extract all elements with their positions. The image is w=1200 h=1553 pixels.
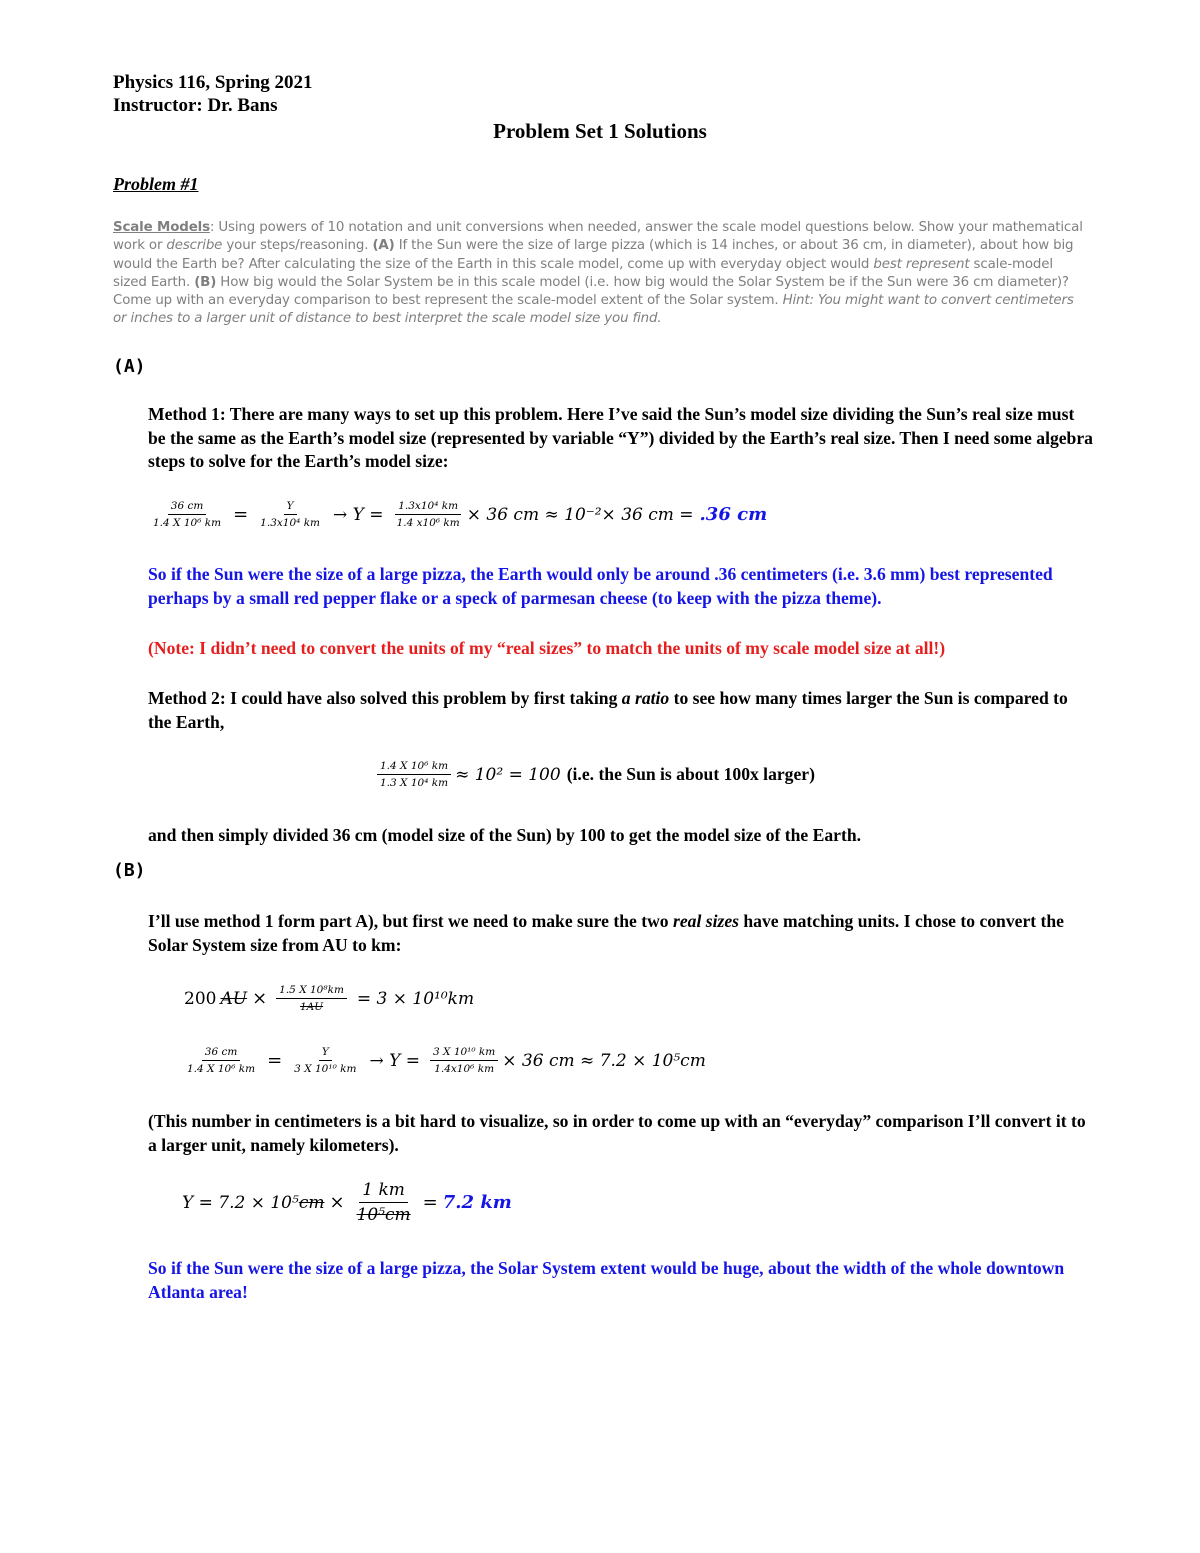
equation-text: → Y = (369, 1050, 420, 1071)
part-b-label: (B) (113, 860, 146, 881)
equation-3 (184, 984, 474, 1013)
fraction (377, 760, 451, 789)
denominator: 1.3x10⁴ km (260, 517, 321, 529)
equals-sign: = (422, 1192, 438, 1213)
method2-part: to see how many times larger the Sun is compared to the Earth, (148, 688, 1068, 732)
intro-part: I’ll use method 1 form part A), but first we need to make sure the two (148, 911, 673, 931)
equation-2 (373, 760, 815, 789)
equation-text: × 36 cm ≈ 7.2 × 10⁵cm (502, 1050, 706, 1071)
statement-text: : Using powers of 10 notation and unit conversions when needed, answer the scale model questions below. Show your mathematical work or (113, 220, 1083, 254)
course-line: Physics 116, Spring 2021 (113, 72, 313, 93)
instructor-line: Instructor: Dr. Bans (113, 95, 278, 116)
numerator: 1.3x10⁴ km (395, 500, 461, 515)
statement-text: How big would the Solar System be in this scale model (i.e. how big would the Solar System be if the Sun were 36 cm diameter)? Come up with an everyday comparison to best represent the scale-model extent of the Solar system. (113, 274, 1069, 309)
intro-part: have matching units. I chose to convert the Solar System size from AU to km: (148, 911, 1064, 955)
numerator: 36 cm (168, 500, 207, 515)
equation-text: × 36 cm ≈ 10⁻²× 36 cm = (466, 504, 694, 525)
numerator: 36 cm (202, 1046, 241, 1061)
equation-text: → Y = (333, 504, 384, 525)
hint-text: Hint: You might want to convert centimeters or inches to a larger unit of distance to best interpret the scale model size you find. (113, 293, 1074, 327)
intro-emphasis: real sizes (673, 911, 739, 931)
fraction (184, 1046, 258, 1075)
answer-a: So if the Sun were the size of a large pizza, the Earth would only be around .36 centimeters (i.e. 3.6 mm) best represented perhaps by a small red pepper flake or a speck of parmesan cheese (to keep with the pizza theme). (148, 564, 1053, 608)
cancelled-unit: cm (298, 1192, 325, 1213)
method2-emphasis: a ratio (621, 688, 670, 708)
denominator: 1.4 X 10⁶ km (153, 517, 222, 529)
fraction (291, 1046, 359, 1075)
method2-text (148, 687, 1093, 734)
result-value: .36 cm (699, 504, 768, 525)
statement-emphasis: best represent (873, 256, 970, 272)
statement-emphasis: describe (166, 238, 223, 254)
equation-4 (180, 1046, 706, 1075)
equals-sign: = (233, 504, 249, 525)
answer-b: So if the Sun were the size of a large pizza, the Solar System extent would be huge, about the width of the whole downtown Atlanta area! (148, 1258, 1065, 1302)
scale-models-label: Scale Models (113, 220, 210, 235)
denominator: 10⁵cm (356, 1205, 411, 1225)
equation-1 (146, 500, 767, 529)
cancelled-unit: AU (220, 988, 248, 1009)
statement-text: scale-model sized Earth. (113, 256, 1053, 290)
convert-text: (This number in centimeters is a bit hard to visualize, so in order to come up with an “everyday” comparison I’ll convert it to a larger unit, namely kilometers). (148, 1111, 1086, 1155)
numerator: Y (284, 500, 297, 515)
denominator: 1.3 X 10⁴ km (380, 777, 449, 789)
equation-5 (182, 1180, 512, 1225)
times-sign: × (252, 988, 268, 1009)
note-text: (Note: I didn’t need to convert the units of my “real sizes” to match the units of my scale model size at all!) (148, 638, 946, 658)
fraction (150, 500, 224, 529)
fraction (257, 500, 323, 529)
equation-text: Y = 7.2 × 10⁵ (182, 1192, 299, 1213)
equation-note: (i.e. the Sun is about 100x larger) (566, 764, 815, 784)
times-sign: × (329, 1192, 345, 1213)
numerator: Y (319, 1046, 332, 1061)
denominator: 1AU (299, 1001, 324, 1013)
fraction (394, 500, 463, 529)
part-b-intro (148, 910, 1093, 957)
numerator: 1.5 X 10⁸km (276, 984, 347, 999)
denominator: 1.4 X 10⁶ km (187, 1063, 256, 1075)
equals-sign: = (267, 1050, 283, 1071)
method1-text: Method 1: There are many ways to set up this problem. Here I’ve said the Sun’s model size dividing the Sun’s real size must be the same as the Earth’s model size (represented by variable “Y”) divided by the Earth’s real size. Then I need some algebra steps to solve for the Earth’s model size: (148, 404, 1093, 471)
part-a-ref: (A) (372, 238, 395, 254)
part-a-label: (A) (113, 356, 146, 377)
fraction (276, 984, 347, 1013)
denominator: 1.4x10⁶ km (434, 1063, 495, 1075)
equation-text: ≈ 10² = 100 (455, 764, 561, 785)
then-text: and then simply divided 36 cm (model size of the Sun) by 100 to get the model size of the Earth. (148, 825, 862, 845)
result-value: 7.2 km (442, 1192, 512, 1213)
problem-statement (113, 219, 1088, 329)
denominator: 3 X 10¹⁰ km (294, 1063, 357, 1075)
statement-text: If the Sun were the size of large pizza (which is 14 inches, or about 36 cm, in diameter), about how big would the Earth be? After calculating the size of the Earth in this scale model, come up with everyday object would (113, 238, 1074, 272)
page-title: Problem Set 1 Solutions (493, 119, 707, 143)
problem-label: Problem #1 (113, 174, 199, 194)
numerator: 1 km (359, 1180, 408, 1203)
statement-text: your steps/reasoning. (222, 238, 373, 254)
denominator: 1.4 x10⁶ km (396, 517, 460, 529)
numerator: 1.4 X 10⁶ km (377, 760, 451, 775)
method2-part: Method 2: I could have also solved this problem by first taking (148, 688, 622, 708)
numerator: 3 X 10¹⁰ km (430, 1046, 498, 1061)
equation-text: 200 (184, 988, 217, 1009)
fraction (430, 1046, 498, 1075)
fraction (354, 1180, 414, 1225)
equation-text: = 3 × 10¹⁰km (356, 988, 475, 1009)
part-b-ref: (B) (194, 274, 217, 290)
